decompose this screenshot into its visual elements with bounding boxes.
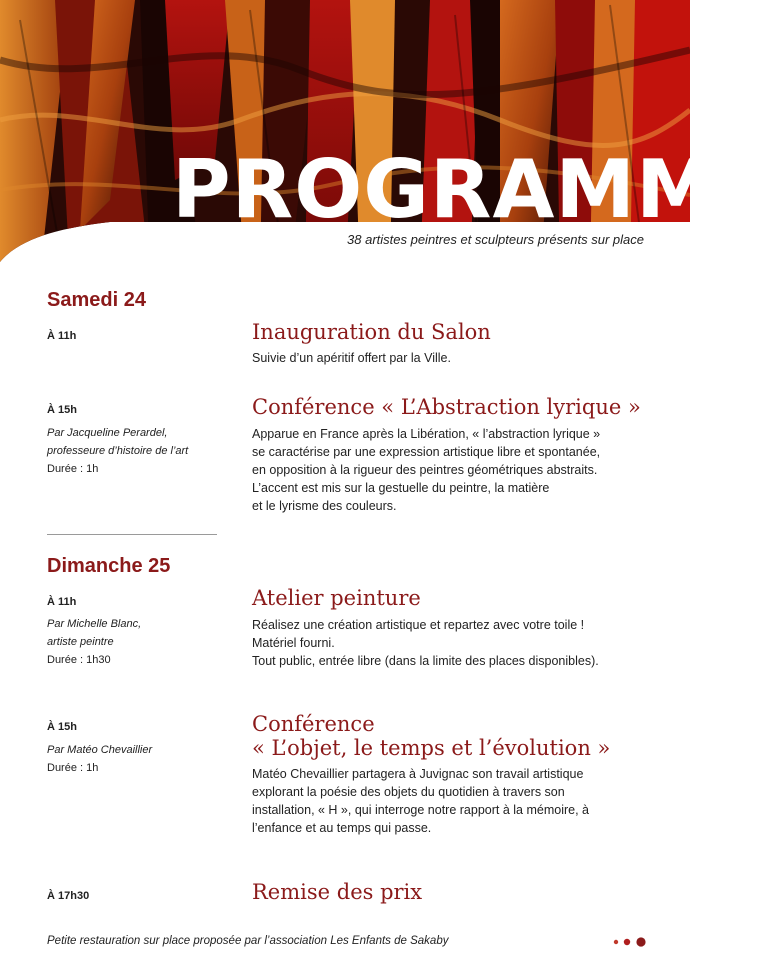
event-description-line: et le lyrisme des couleurs. [252,499,397,513]
event-description-line: Suivie d’un apéritif offert par la Ville. [252,351,451,365]
event-description-line: se caractérise par une expression artistique libre et spontanée, [252,445,601,459]
event-title-line: Conférence « L’Abstraction lyrique » [252,395,641,419]
event-time: À 11h [47,596,77,608]
event-title-line: Inauguration du Salon [252,320,491,344]
day-divider [47,534,217,535]
event-speaker-line: Par Matéo Chevaillier [47,744,153,756]
event-title [252,320,491,344]
day-heading-dimanche: Dimanche 25 [47,555,171,577]
event-description-line: Tout public, entrée libre (dans la limite des places disponibles). [252,654,599,668]
event-title-line: Conférence [252,712,375,736]
event-speaker [47,615,141,669]
page-subtitle: 38 artistes peintres et sculpteurs présents sur place [347,232,644,247]
event-title-line: « L’objet, le temps et l’évolution » [252,736,611,760]
event-description-line: explorant la poésie des objets du quotidien à travers son [252,785,565,799]
event-time: À 15h [47,404,77,416]
event-title [252,880,422,904]
event-title [252,395,641,419]
event-speaker-line: professeure d’histoire de l’art [47,445,189,457]
event-description [252,425,647,515]
event-time: À 11h [47,330,77,342]
event-title-line: Atelier peinture [252,586,421,610]
event-duration: Durée : 1h [47,463,99,475]
event-title [252,586,421,610]
event-description-line: installation, « H », qui interroge notre rapport à la mémoire, à [252,803,589,817]
event-description-line: Apparue en France après la Libération, « l’abstraction lyrique » [252,427,601,441]
event-title-line: Remise des prix [252,880,423,904]
event-speaker-line: Par Jacqueline Perardel, [47,427,168,439]
event-description [252,765,647,837]
event-speaker [47,424,188,478]
event-description-line: l’enfance et au temps qui passe. [252,821,432,835]
event-speaker [47,741,152,777]
event-speaker-line: Par Michelle Blanc, [47,618,142,630]
event-title [252,712,610,760]
page-title: PROGRAMME [172,143,772,236]
footer-note: Petite restauration sur place proposée par l’association Les Enfants de Sakaby [47,935,449,947]
event-time: À 17h30 [47,890,90,902]
event-duration: Durée : 1h [47,762,99,774]
day-heading-samedi: Samedi 24 [47,289,146,311]
event-description [252,616,647,670]
event-description-line: Matéo Chevaillier partagera à Juvignac son travail artistique [252,767,584,781]
event-description-line: en opposition à la rigueur des peintres géométriques abstraits. [252,463,598,477]
event-speaker-line: artiste peintre [47,636,114,648]
event-duration: Durée : 1h30 [47,654,111,666]
event-description-line: Matériel fourni. [252,636,335,650]
event-description-line: Réalisez une création artistique et repartez avec votre toile ! [252,618,585,632]
decorative-dots-icon [612,936,652,948]
event-description [252,349,647,367]
event-description-line: L’accent est mis sur la gestuelle du peintre, la matière [252,481,550,495]
event-time: À 15h [47,721,77,733]
